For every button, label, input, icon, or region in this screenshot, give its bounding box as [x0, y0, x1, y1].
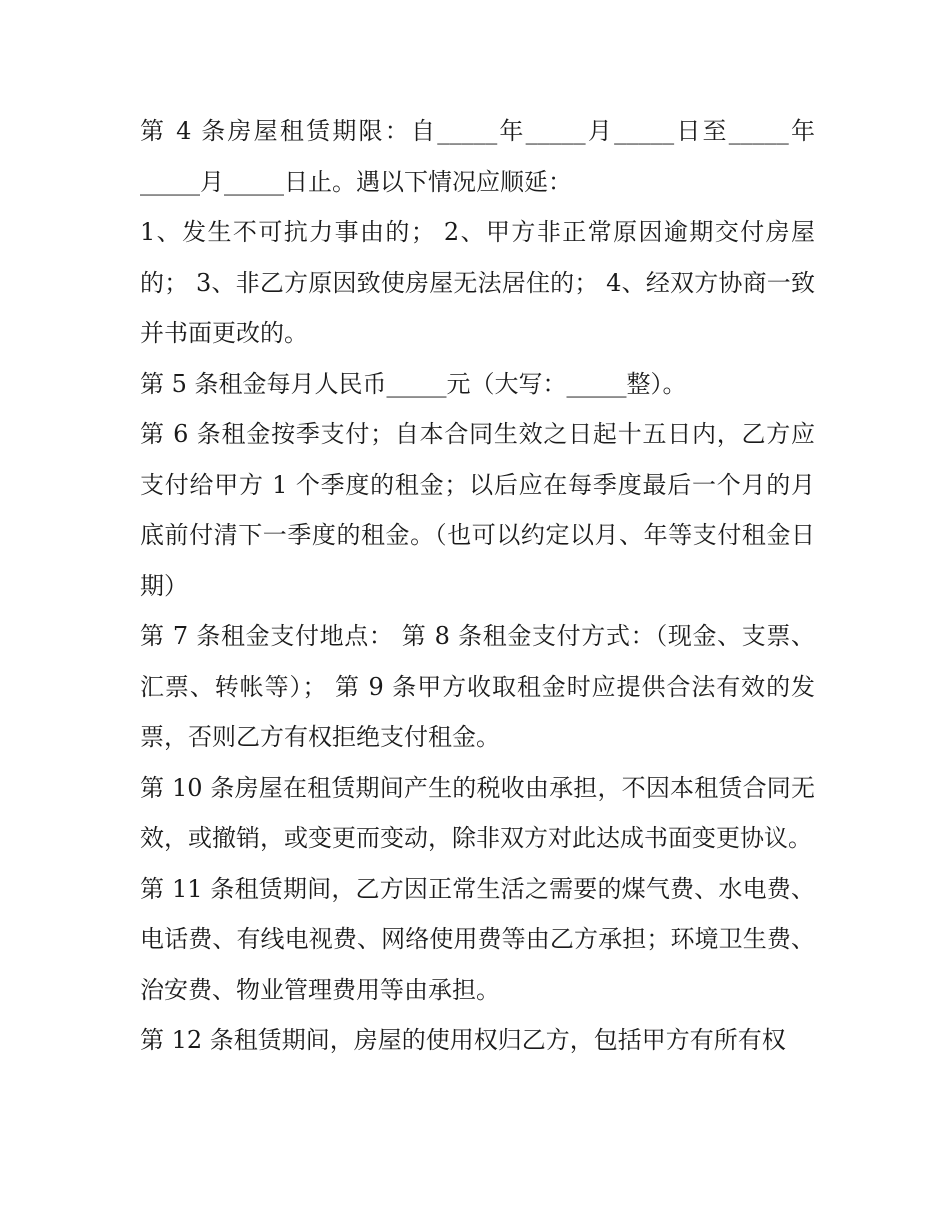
extension-conditions: 1、发生不可抗力事由的； 2、甲方非正常原因逾期交付房屋的； 3、非乙方原因致使房屋无法居住的； 4、经双方协商一致并书面更改的。 — [140, 218, 815, 347]
clause-12-usage-rights: 第 12 条租赁期间，房屋的使用权归乙方，包括甲方有所有权 — [140, 1026, 786, 1054]
clause-6-quarterly-payment: 第 6 条租金按季支付；自本合同生效之日起十五日内，乙方应支付给甲方 1 个季度的租金；以后应在每季度最后一个月的月底前付清下一季度的租金。（也可以约定以月、年等支付租金日期） — [140, 420, 815, 600]
clauses-7-9-payment-place-method: 第 7 条租金支付地点： 第 8 条租金支付方式：（现金、支票、汇票、转帐等）； 第 9 条甲方收取租金时应提供合法有效的发票，否则乙方有权拒绝支付租金。 — [140, 622, 815, 751]
clause-4-lease-term: 第 4 条房屋租赁期限：自_____年_____月_____日至_____年_____月_____日止。遇以下情况应顺延： — [140, 117, 815, 196]
clause-10-taxes: 第 10 条房屋在租赁期间产生的税收由承担，不因本租赁合同无效，或撤销，或变更而变动，除非双方对此达成书面变更协议。 — [140, 773, 815, 852]
clause-5-monthly-rent: 第 5 条租金每月人民币_____元（大写：_____整）。 — [140, 369, 687, 398]
clause-11-utility-fees: 第 11 条租赁期间，乙方因正常生活之需要的煤气费、水电费、电话费、有线电视费、网络使用费等由乙方承担；环境卫生费、治安费、物业管理费用等由承担。 — [140, 874, 815, 1004]
document-body — [140, 106, 815, 1066]
